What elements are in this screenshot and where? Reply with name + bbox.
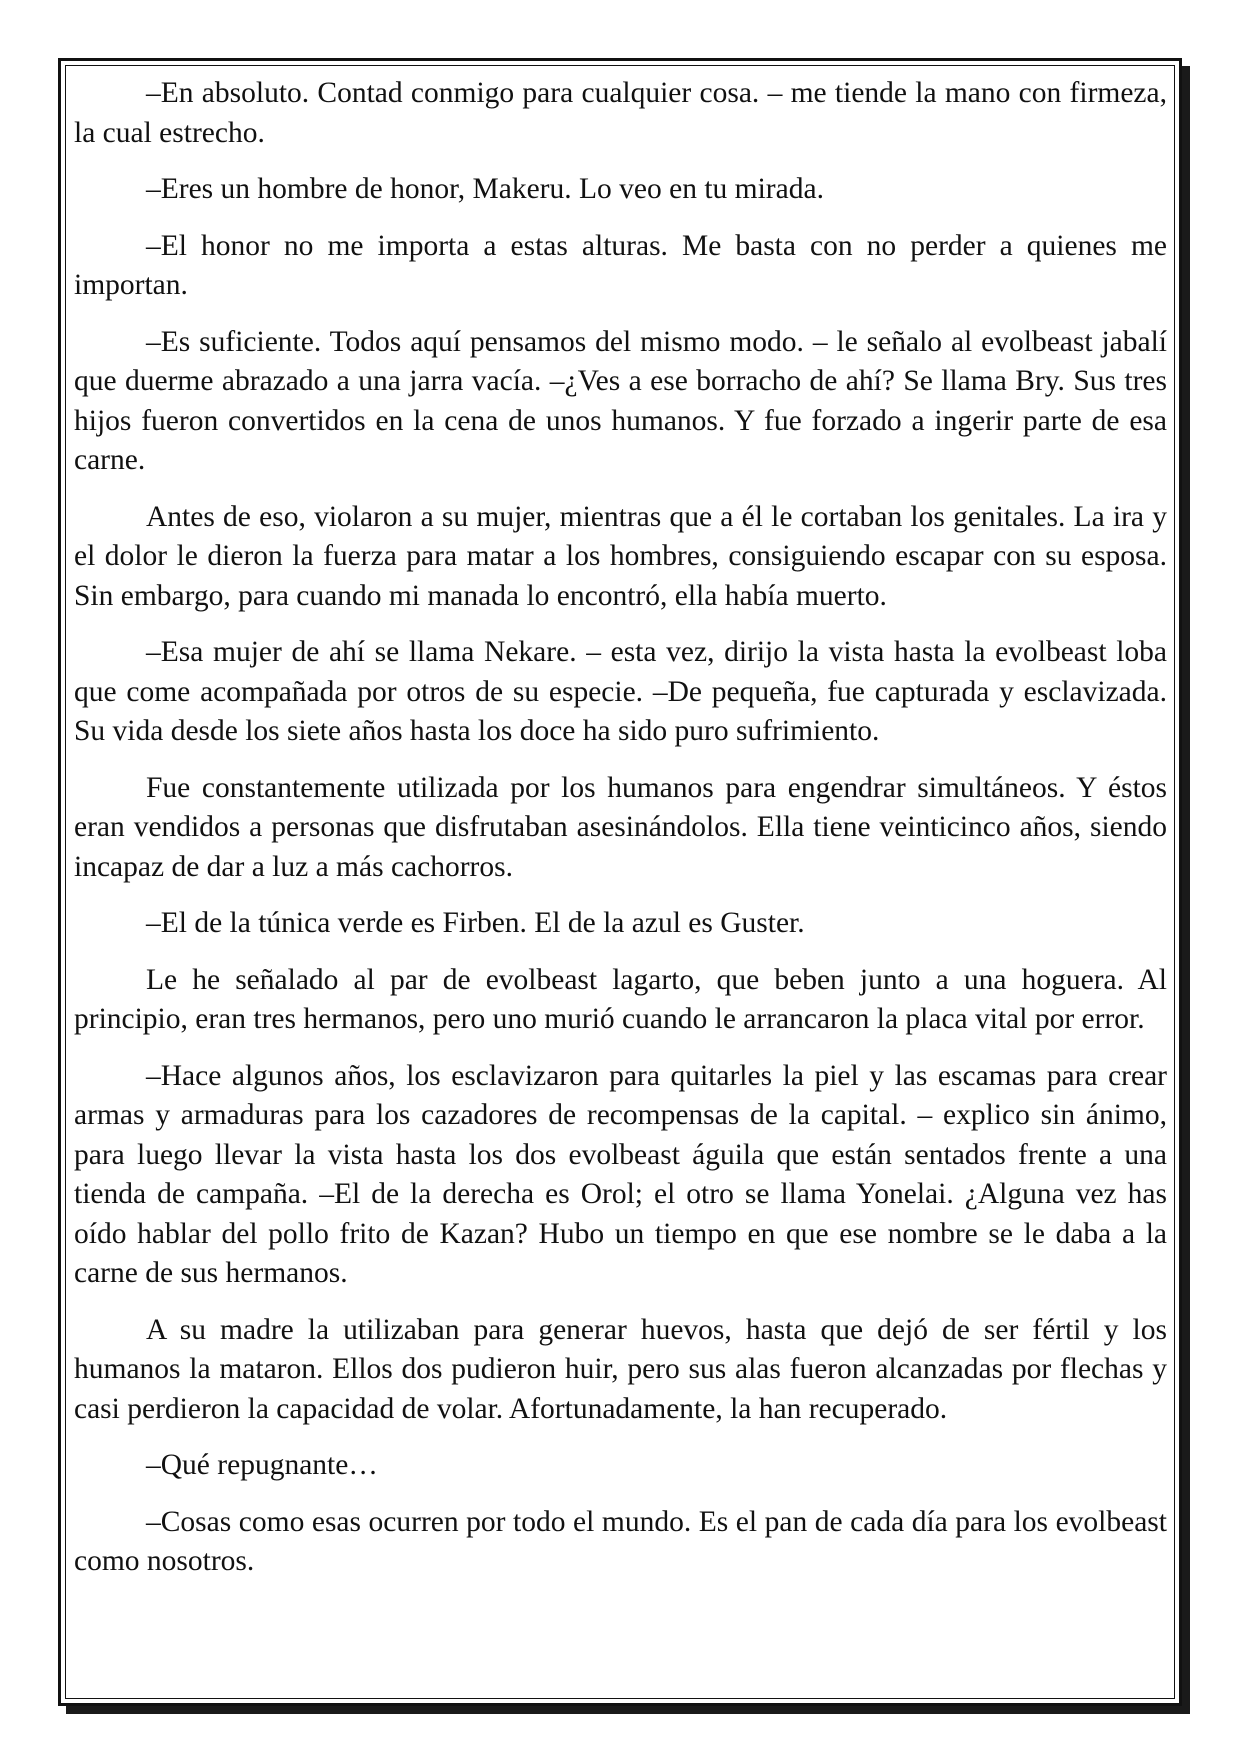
paragraph: –El honor no me importa a estas alturas. Me basta con no perder a quienes me importan.: [74, 229, 1167, 301]
paragraph: Le he señalado al par de evolbeast lagarto, que beben junto a una hoguera. Al principio, eran tres hermanos, pero uno murió cuando le arrancaron la placa vital por error.: [74, 963, 1167, 1035]
paragraph: A su madre la utilizaban para generar huevos, hasta que dejó de ser fértil y los humanos la mataron. Ellos dos pudieron huir, pero sus alas fueron alcanzadas por flechas y casi perdieron la capacidad de volar. Afortunadamente, la han recuperado.: [74, 1313, 1167, 1425]
paragraph: –Hace algunos años, los esclavizaron para quitarles la piel y las escamas para crear armas y armaduras para los cazadores de recompensas de la capital. – explico sin ánimo, para luego llevar la vista hasta los dos evolbeast águila que están sentados frente a una tienda de campaña. –El de la derecha es Orol; el otro se llama Yonelai. ¿Alguna vez has oído hablar del pollo frito de Kazan? Hubo un tiempo en que ese nombre se le daba a la carne de sus hermanos.: [74, 1059, 1167, 1289]
paragraph: –Eres un hombre de honor, Makeru. Lo veo en tu mirada.: [146, 173, 824, 205]
document-body: [74, 74, 1167, 1599]
paragraph: –Es suficiente. Todos aquí pensamos del mismo modo. – le señalo al evolbeast jabalí que duerme abrazado a una jarra vacía. –¿Ves a ese borracho de ahí? Se llama Bry. Sus tres hijos fueron convertidos en la cena de unos humanos. Y fue forzado a ingerir parte de esa carne.: [74, 325, 1167, 476]
paragraph: –Qué repugnante…: [146, 1449, 378, 1481]
paragraph: –En absoluto. Contad conmigo para cualquier cosa. – me tiende la mano con firmeza, la cual estrecho.: [74, 77, 1167, 149]
paragraph: Fue constantemente utilizada por los humanos para engendrar simultáneos. Y éstos eran vendidos a personas que disfrutaban asesinándolos. Ella tiene veinticinco años, siendo incapaz de dar a luz a más cachorros.: [74, 771, 1167, 883]
paragraph: –Cosas como esas ocurren por todo el mundo. Es el pan de cada día para los evolbeast como nosotros.: [74, 1505, 1167, 1577]
paragraph: –El de la túnica verde es Firben. El de la azul es Guster.: [146, 907, 805, 939]
paragraph: –Esa mujer de ahí se llama Nekare. – esta vez, dirijo la vista hasta la evolbeast loba que come acompañada por otros de su especie. –De pequeña, fue capturada y esclavizada. Su vida desde los siete años hasta los doce ha sido puro sufrimiento.: [74, 636, 1167, 747]
paragraph: Antes de eso, violaron a su mujer, mientras que a él le cortaban los genitales. La ira y el dolor le dieron la fuerza para matar a los hombres, consiguiendo escapar con su esposa. Sin embargo, para cuando mi manada lo encontró, ella había muerto.: [74, 500, 1167, 612]
